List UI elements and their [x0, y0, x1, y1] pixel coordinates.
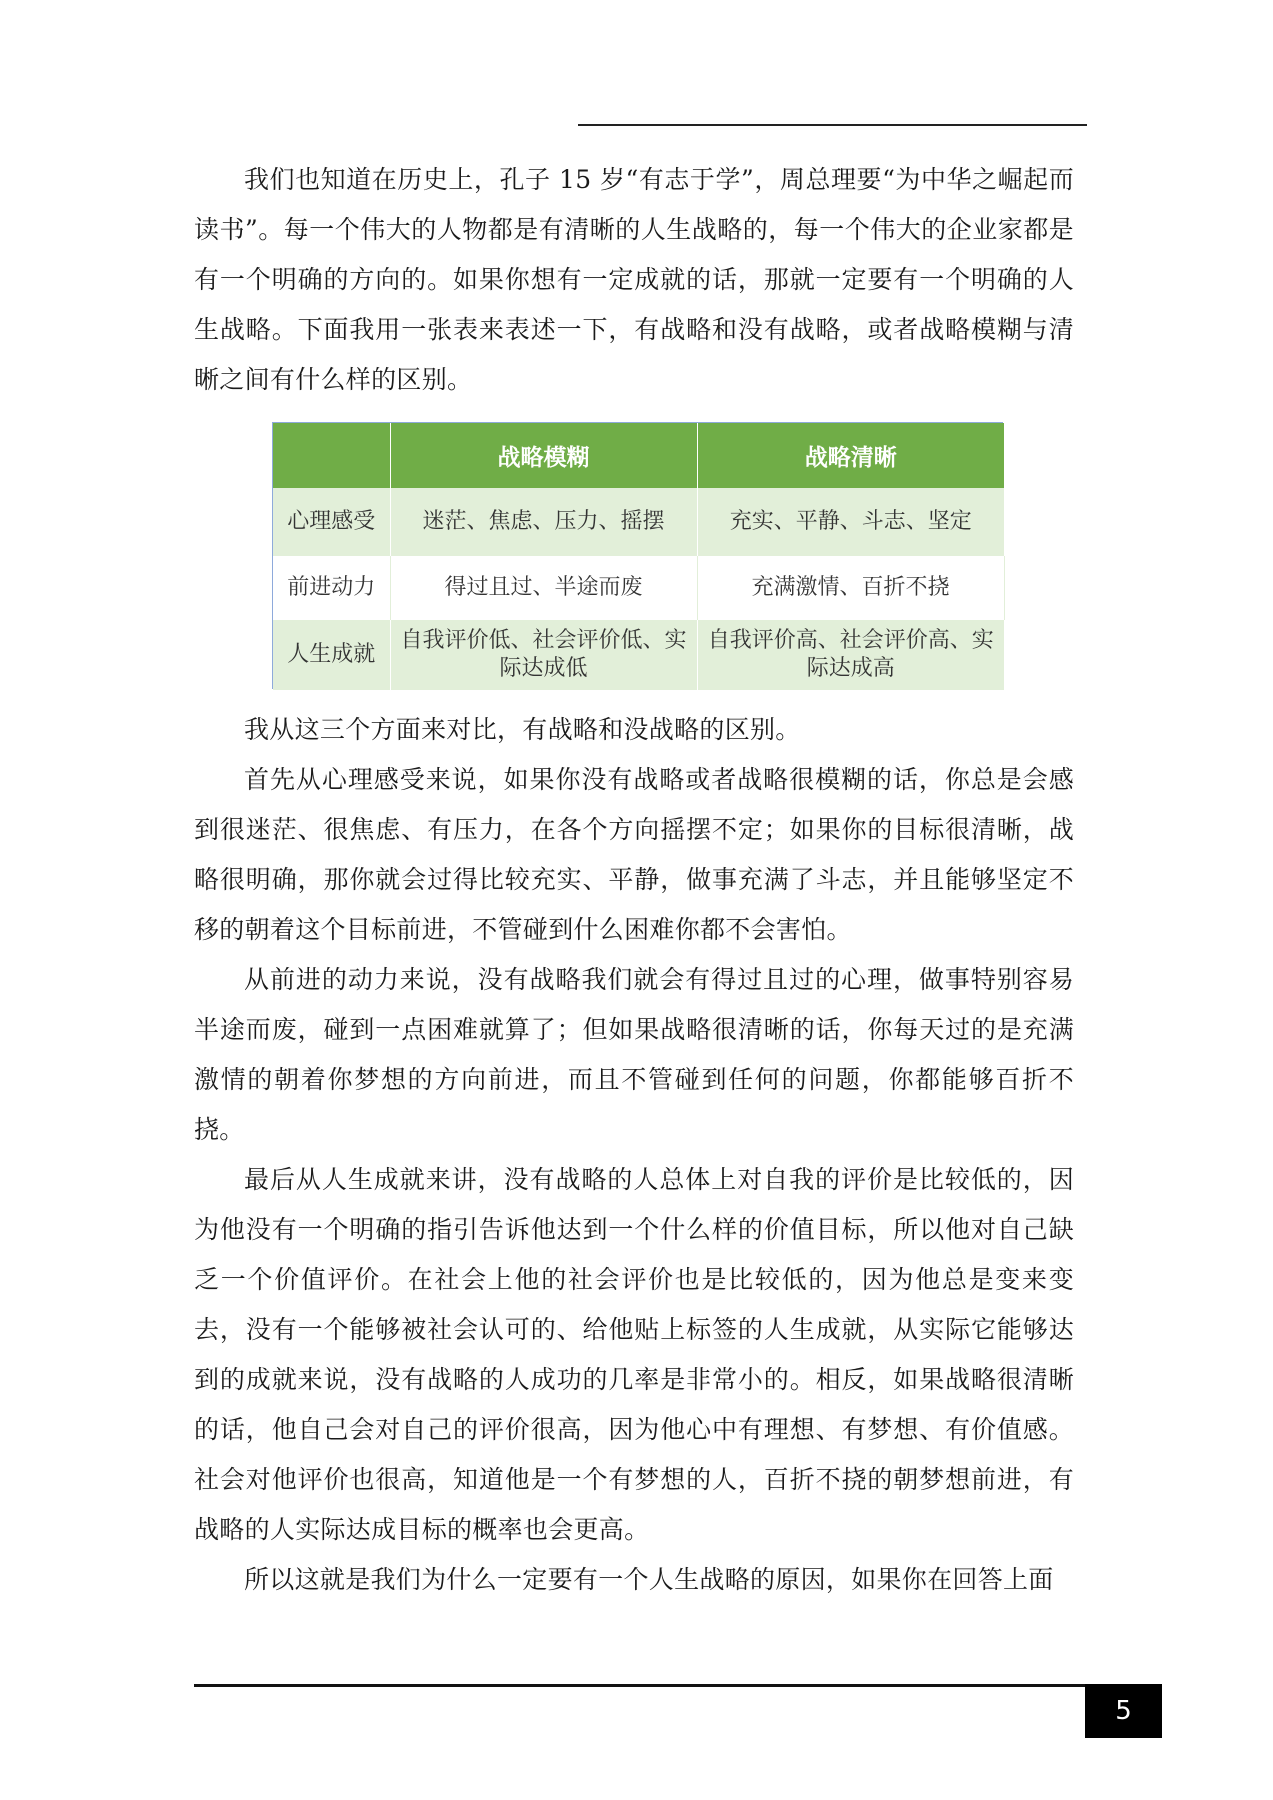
row-label: 人生成就	[273, 620, 390, 690]
cell-vague: 得过且过、半途而废	[390, 556, 697, 620]
header-rule	[578, 124, 1087, 126]
cell-clear: 自我评价高、社会评价高、实际达成高	[697, 620, 1004, 690]
intro-paragraph: 我们也知道在历史上，孔子 15 岁“有志于学”，周总理要“为中华之崛起而读书”。每一个伟大的人物都是有清晰的人生战略的，每一个伟大的企业家都是有一个明确的方向的。如果你想有一定成就的话，那就一定要有一个明确的人生战略。下面我用一张表来表述一下，有战略和没有战略，或者战略模糊与清晰之间有什么样的区别。	[194, 165, 1074, 394]
table-row	[273, 556, 1004, 620]
body-paragraph: 从前进的动力来说，没有战略我们就会有得过且过的心理，做事特别容易半途而废，碰到一点困难就算了；但如果战略很清晰的话，你每天过的是充满激情的朝着你梦想的方向前进，而且不管碰到任何的问题，你都能够百折不挠。	[194, 965, 1074, 1144]
cell-clear: 充实、平静、斗志、坚定	[697, 488, 1004, 556]
intro-section	[194, 155, 1074, 405]
body-paragraph: 我从这三个方面来对比，有战略和没战略的区别。	[244, 715, 801, 744]
body-paragraph: 最后从人生成就来讲，没有战略的人总体上对自我的评价是比较低的，因为他没有一个明确的指引告诉他达到一个什么样的价值目标，所以他对自己缺乏一个价值评价。在社会上他的社会评价也是比较低的，因为他总是变来变去，没有一个能够被社会认可的、给他贴上标签的人生成就，从实际它能够达到的成就来说，没有战略的人成功的几率是非常小的。相反，如果战略很清晰的话，他自己会对自己的评价很高，因为他心中有理想、有梦想、有价值感。社会对他评价也很高，知道他是一个有梦想的人，百折不挠的朝梦想前进，有战略的人实际达成目标的概率也会更高。	[194, 1165, 1074, 1544]
table-row	[273, 488, 1004, 556]
table-header-clear: 战略清晰	[697, 423, 1004, 488]
row-label: 心理感受	[273, 488, 390, 556]
body-paragraph: 首先从心理感受来说，如果你没有战略或者战略很模糊的话，你总是会感到很迷茫、很焦虑、有压力，在各个方向摇摆不定；如果你的目标很清晰，战略很明确，那你就会过得比较充实、平静，做事充满了斗志，并且能够坚定不移的朝着这个目标前进，不管碰到什么困难你都不会害怕。	[194, 765, 1074, 944]
cell-vague: 自我评价低、社会评价低、实际达成低	[390, 620, 697, 690]
table-row	[273, 620, 1004, 690]
body-section	[194, 705, 1074, 1605]
page-number: 5	[1085, 1684, 1162, 1738]
cell-clear: 充满激情、百折不挠	[697, 556, 1004, 620]
cell-vague: 迷茫、焦虑、压力、摇摆	[390, 488, 697, 556]
comparison-table	[272, 422, 1003, 689]
row-label: 前进动力	[273, 556, 390, 620]
table-header-corner	[273, 423, 390, 488]
body-paragraph: 所以这就是我们为什么一定要有一个人生战略的原因，如果你在回答上面	[244, 1565, 1054, 1594]
table-header-vague: 战略模糊	[390, 423, 697, 488]
table-header-row	[273, 423, 1004, 488]
footer-rule	[194, 1684, 1085, 1687]
